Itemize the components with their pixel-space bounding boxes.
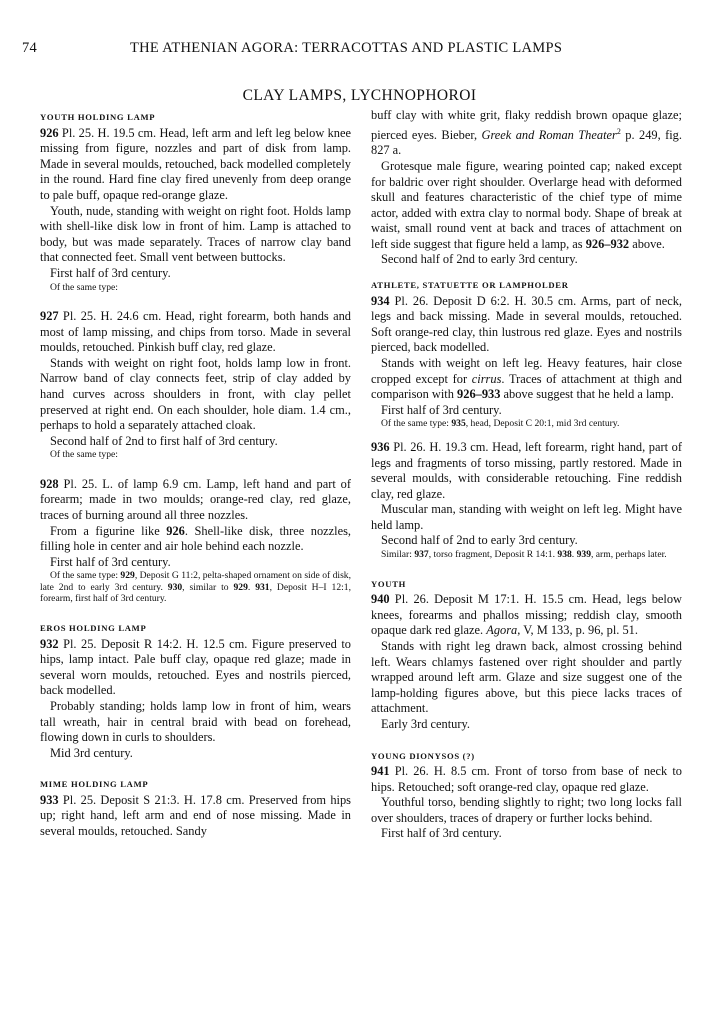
- paragraph: Stands with weight on right foot, holds lamp low in front. Narrow band of clay connects feet, strip of clay added by hand curves across shoulders in front, with clay pellet preserved at right end. On each shoulder, hole diam. 1.4 cm., perhaps to hold a separately attached cloak.: [40, 355, 351, 433]
- cross-reference: 935: [451, 418, 466, 430]
- text: buff clay with white grit, flaky reddish brown opaque glaze; pierced eyes. Bieber,: [371, 108, 682, 142]
- catalogue-number: 934: [371, 293, 390, 308]
- date-line: First half of 3rd century.: [50, 554, 171, 569]
- paragraph: Youth, nude, standing with weight on right foot. Holds lamp with shell-like disk low in front of him. Lamp is attached to body, but was made separately. Traces of narrow clay band that connected feet. Small vent between buttocks.: [40, 203, 351, 265]
- text: , Deposit G 11:2, pelta-shaped ornament on side of disk, late 2nd to early 3rd century.: [40, 570, 351, 593]
- date-line: Mid 3rd century.: [50, 745, 133, 760]
- text: Stands with weight on left leg. Heavy features, hair close cropped except for: [371, 356, 682, 386]
- catalogue-entry-941: [371, 764, 682, 795]
- cross-reference: 938: [557, 549, 572, 561]
- catalogue-entry-933-continued: [371, 108, 682, 159]
- catalogue-entry-927: [40, 309, 351, 356]
- section-heading: YOUTH HOLDING LAMP: [40, 112, 156, 122]
- catalogue-entry-936: [371, 440, 682, 502]
- date-line: First half of 3rd century.: [381, 402, 502, 417]
- entry-text: Pl. 26. Deposit D 6:2. H. 30.5 cm. Arms, part of neck, legs and back missing. Made in several moulds, retouched. Soft orange-red clay, thin lustrous red glaze. Eyes and nostrils pierced, back modelled.: [371, 293, 682, 355]
- cross-reference: 937: [414, 549, 429, 561]
- text: .: [247, 581, 256, 593]
- text: p. 249, fig. 827 a.: [371, 127, 682, 158]
- paragraph: Youthful torso, bending slightly to right; two long locks fall over shoulders, traces of drapery or further locks behind.: [371, 795, 682, 825]
- entry-text: Pl. 25. Deposit R 14:2. H. 12.5 cm. Figure preserved to hips, lamp intact. Pale buff clay, opaque red glaze; made in several worn moulds, retouched. Eyes and nostrils pierced, back modelled.: [40, 636, 351, 698]
- catalogue-number: 932: [40, 636, 59, 651]
- catalogue-entry-940: [371, 592, 682, 639]
- section-heading: YOUNG DIONYSOS (?): [371, 750, 475, 761]
- text: , head, Deposit C 20:1, mid 3rd century.: [465, 418, 620, 430]
- same-type-note: Of the same type:: [50, 281, 118, 293]
- catalogue-entry-934: [371, 294, 682, 356]
- text: , torso fragment, Deposit R 14:1.: [428, 549, 558, 561]
- same-type-note: [40, 570, 351, 605]
- cross-reference: 930: [167, 581, 183, 593]
- entry-text: Pl. 26. H. 19.3 cm. Head, left forearm, right hand, part of legs and fragments of torso missing, partly restored. Made in several moulds, with considerable retouching. Fine reddish clay, red glaze.: [371, 439, 682, 501]
- catalogue-entry-926: [40, 126, 351, 204]
- text: above suggest that he held a lamp.: [500, 387, 674, 402]
- cross-reference: 931: [255, 581, 270, 593]
- same-type-note: [371, 418, 682, 430]
- catalogue-entry-932: [40, 637, 351, 699]
- text: , arm, perhaps later.: [590, 549, 667, 561]
- cross-reference: 926–933: [457, 387, 501, 402]
- text: Similar:: [381, 549, 415, 561]
- date-line: Second half of 2nd to early 3rd century.: [381, 533, 578, 548]
- cross-reference: 929: [233, 581, 248, 593]
- entry-text: Pl. 25. H. 19.5 cm. Head, left arm and left leg below knee missing from figure, nozzles and part of disk from lamp. Made in several moulds, retouched, back modelled completely in the round. Hard fine clay fired unevenly from deep orange to pale buff, opaque red-orange glaze.: [40, 125, 351, 202]
- entry-text: Pl. 25. L. of lamp 6.9 cm. Lamp, left hand and part of forearm; made in two moulds; orange-red clay, red glaze, traces of burning around all three nozzles.: [40, 476, 351, 523]
- text: , Deposit H–I 12:1, forearm, first half of 3rd century.: [40, 581, 351, 605]
- catalogue-number: 940: [371, 592, 390, 607]
- text: . Shell-like disk, three nozzles, filling hole in center and air hole behind each nozzle.: [40, 523, 352, 554]
- text: .: [571, 549, 577, 561]
- bibliographic-reference: Agora: [486, 623, 518, 638]
- paragraph: [40, 524, 351, 555]
- left-column: [40, 110, 351, 840]
- right-column: [371, 108, 682, 842]
- catalogue-number: 936: [371, 439, 390, 454]
- cross-reference: 939: [576, 549, 591, 561]
- bibliographic-reference: Greek and Roman Theater: [481, 127, 617, 142]
- entry-text: Pl. 25. H. 24.6 cm. Head, right forearm, both hands and most of lamp missing, and chips from torso. Made in several moulds, retouched. Pinkish buff clay, red glaze.: [40, 309, 351, 355]
- catalogue-entry-933: [40, 793, 351, 840]
- catalogue-number: 926: [40, 125, 59, 140]
- text: From a figurine like: [50, 523, 167, 538]
- section-title: CLAY LAMPS, LYCHNOPHOROI: [242, 87, 477, 104]
- cross-reference: 929: [120, 570, 135, 582]
- catalogue-number: 928: [40, 476, 59, 491]
- running-head: [22, 40, 694, 60]
- section-heading: YOUTH: [371, 578, 407, 589]
- section-heading: MIME HOLDING LAMP: [40, 779, 149, 790]
- text: , V, M 133, p. 96, pl. 51.: [517, 623, 638, 638]
- paragraph: Stands with right leg drawn back, almost crossing behind left. Wears chlamys fastened over right shoulder and partly wrapped around left arm. Glaze and size suggest one of the lamp-holding figures above, but this piece lacks traces of attachment.: [371, 638, 682, 716]
- catalogue-entry-928: [40, 477, 351, 524]
- entry-text: Pl. 25. Deposit S 21:3. H. 17.8 cm. Preserved from hips up; right hand, left arm and end of nose missing. Made in several moulds, retouched. Sandy: [40, 792, 351, 839]
- cross-reference: 926–932: [585, 236, 630, 251]
- text: above.: [629, 236, 665, 251]
- date-line: First half of 3rd century.: [381, 826, 502, 841]
- paragraph: [371, 356, 682, 403]
- catalogue-number: 933: [40, 792, 59, 807]
- text: Of the same type:: [50, 570, 121, 582]
- paragraph: Muscular man, standing with weight on left leg. Might have held lamp.: [371, 502, 682, 532]
- entry-text: Pl. 26. Deposit M 17:1. H. 15.5 cm. Head, legs below knees, forearms and phallos missing; reddish clay, smooth opaque dark red glaze.: [371, 592, 682, 638]
- date-line: Second half of 2nd to early 3rd century.: [381, 252, 578, 267]
- catalogue-number: 941: [371, 764, 390, 779]
- italic-term: cirrus: [471, 371, 502, 386]
- entry-text: Pl. 26. H. 8.5 cm. Front of torso from base of neck to hips. Retouched; soft orange-red clay, opaque red glaze.: [371, 764, 682, 794]
- catalogue-number: 927: [40, 309, 59, 324]
- edition-superscript: 2: [616, 126, 621, 136]
- running-title: THE ATHENIAN AGORA: TERRACOTTAS AND PLASTIC LAMPS: [130, 40, 563, 56]
- date-line: Early 3rd century.: [381, 716, 470, 731]
- page-number: 74: [22, 40, 38, 56]
- paragraph: [371, 159, 682, 253]
- text: , similar to: [182, 581, 234, 593]
- text: Grotesque male figure, wearing pointed cap; naked except for baldric over right shoulder. Overlarge head with deformed skull and features characteristic of the chief type of mime actor, added with extra clay to normal body. Shape of break at waist, small round vent at back and traces of attachment on left side suggest that figure held a lamp, as: [371, 158, 682, 251]
- section-heading: ATHLETE, STATUETTE OR LAMPHOLDER: [371, 280, 569, 291]
- cross-reference: 926: [166, 523, 185, 538]
- text: Of the same type:: [381, 418, 452, 430]
- similar-note: [371, 549, 682, 561]
- section-heading: EROS HOLDING LAMP: [40, 622, 147, 633]
- date-line: First half of 3rd century.: [50, 265, 171, 280]
- paragraph: Probably standing; holds lamp low in front of him, wears tall wreath, hair in central braid with bead on forehead, flowing down in curls to shoulders.: [40, 698, 351, 745]
- text: . Traces of attachment at thigh and comparison with: [371, 371, 682, 402]
- same-type-note: Of the same type:: [50, 449, 118, 461]
- date-line: Second half of 2nd to first half of 3rd century.: [50, 433, 278, 448]
